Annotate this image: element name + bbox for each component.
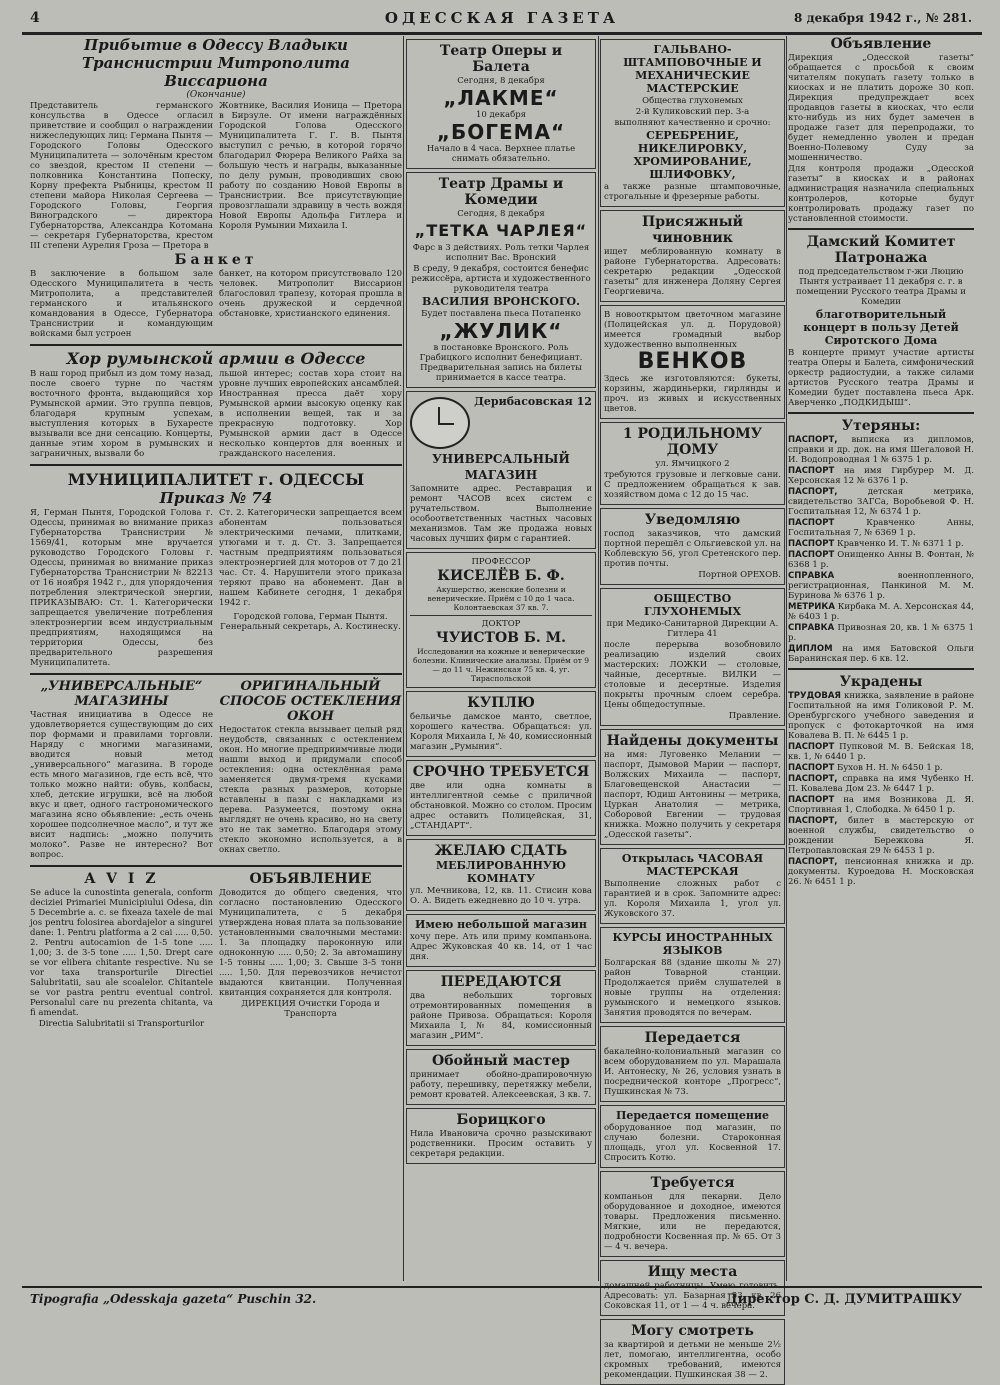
opera-today: Сегодня, 8 декабря — [457, 76, 545, 86]
ad-text: Дирекция „Одесской газеты“ обращается с просьбой к своим читателям покупать газету только в киосках и не платить дороже 30 коп. Дирекция предупреждает всех продавцов газеты в киосках, что если кто-нибудь из них будет замечен в продаже газет для перепродажи, то будет немедленно уволен и предан Военно-Полевому Суду за мошенничество. — [788, 53, 974, 163]
lang-ad — [600, 927, 785, 1023]
notice-text: Доводится до общего сведения, что согласно постановлению Одесского Муниципалитета, с 5 декабря утверждена новая плата за пользование установленными свалочными местами: 1. За площадку пароконную или одноконную ..... 0,50; 2. За автомашину 1-5 тонны ..... 1,00; 3. Свыше 3-5 тонн ..... 1,50. Для перевозчиков нечистот выдаются квитанции. Полученная квитанция сохраняется для контроля. — [219, 888, 402, 998]
lost-item-label: ПАСПОРТ — [788, 466, 835, 476]
galvan-text-2: а также разные штамповочные, строгальные и фрезерные работы. — [604, 182, 781, 202]
watchshop-ad — [600, 848, 785, 924]
banquet-article — [30, 268, 402, 340]
doc-name: ЧУИСТОВ Б. М. — [436, 630, 566, 646]
urgent-ad — [406, 760, 596, 836]
sworn-title: Присяжный чиновник — [641, 214, 744, 246]
ad-text-2: Для контроля продажи „Одесской газеты“ в киосках и в районах администрация назначила специальных контролеров, которые будут контролировать продажу газет по установленной стоимости. — [788, 164, 974, 224]
transfer-ad — [406, 970, 596, 1046]
buy-ad — [406, 691, 596, 757]
glass-text: Недостаток стекла вызывает целый ряд неудобств, связанных с остеклением окон. Но многие предприимчивые люди нашли выход и придумали способ остекления: одна остеклённая рама заменяется двумя-тремя кусками стекла разных размеров, которые вставлены в пазы с накладками из дерева. Разумеется, поэтому окна выглядят не очень красиво, но на свету это не так заметно. Благодаря этому стекло экономно используется, а в окнах светло. — [219, 725, 402, 855]
ad-title: Объявление — [830, 36, 932, 52]
drama-note-1: Фарс в 3 действиях. Роль тетки Чарлея исполнит Вас. Вронский — [412, 243, 590, 263]
choir-article — [30, 368, 402, 460]
lost-item-label: ПАСПОРТ — [788, 539, 835, 549]
care-text: за квартирой и детьми не меньше 2½ лет, помогаю, интеллигентна, особо скромных требований, имеются рекомендации. Пушкинская 38 — 2. — [604, 1340, 781, 1380]
banquet-text-right: банкет, на котором присутствовало 120 человек. Митрополит Виссарион благословил трапезу, которая прошла в очень дружеской и сердечной обстановке, христианского единения. — [219, 269, 402, 319]
wreath-text: В новооткрытом цветочном магазине (Полицейская ул. д. Порудовой) имеется громадный выбор художественно выполненных — [604, 310, 781, 350]
doc-text: Исследования на кожные и венерические болезни. Клинические анализы. Приём от 9 — до 11 ч. Нежинская 75 кв. 4, уг. Тираспольской — [412, 647, 590, 683]
found-ad — [600, 729, 785, 845]
lost-item — [788, 644, 974, 664]
page-number: 4 — [30, 10, 40, 26]
notice-headline: ОБЪЯВЛЕНИЕ — [249, 871, 372, 887]
arrival-article — [30, 100, 402, 252]
boritsky-text: Нила Ивановича срочно разыскивают родственники. Просим оставить у секретаря редакции. — [410, 1129, 592, 1159]
choir-text-left: В наш город прибыл из дом тому назад, после своего турне по частям восточного фронта, выдающийся хор Румынской армии. Это группа певцов, благодаря крупным успехам, выступления которых в Бухаресте вызывали все дни сенсацию. Концерты, данные этим хором в румынских и заграничных, вызвали бо — [30, 369, 213, 459]
stolen-title: Украдены — [839, 674, 923, 690]
divider — [30, 865, 402, 867]
stolen-item-text: пенсионная книжка и др. документы. Куроедова Н. Московская 26. № 6451 1 р. — [788, 857, 975, 887]
galvan-text: выполняют качественно и срочно: — [614, 118, 771, 128]
opera-ad — [406, 39, 596, 169]
transfer-text: два небольших торговых отремонтированных помещения в районе Привоза. Обращаться: Короля Михаила I, № 84, комиссионный магазин „РИМ“. — [410, 991, 592, 1041]
ladies-text-2: В концерте примут участие артисты театра Оперы и Балета, симфонический оркестр радиостудии, а также силами артистов Русского театра Драмы и Комедии будет поставлена пьеса Арк. Аверченко „ПОДКИДЫШ“. — [788, 348, 974, 408]
wreath-title: ВЕНКОВ — [637, 349, 748, 374]
stolen-item-label: ПАСПОРТ — [788, 795, 835, 805]
stolen-item-text: Бухов Н. Н. № 6450 1 р. — [837, 763, 943, 773]
transfer-2-title: Передается помещение — [615, 1109, 770, 1122]
care-ad — [600, 1319, 785, 1385]
job-title: Ищу места — [647, 1264, 738, 1280]
opera-play-1: „ЛАКМЕ“ — [443, 86, 559, 110]
deaf-signature: Правление. — [728, 711, 781, 721]
watchshop-title: Открылась ЧАСОВАЯ МАСТЕРСКАЯ — [621, 852, 764, 878]
galvan-subtitle: Общества глухонемых — [642, 96, 743, 106]
notify-signature: Портной ОРЕХОВ. — [698, 570, 781, 580]
lost-item-text: Кирбака М. А. Херсонская 44, № 6403 1 р. — [788, 602, 974, 622]
lost-item-text: Привозная 20, кв. 1 № 6375 1 р. — [788, 623, 974, 643]
rent-subtitle: МЕБЛИРОВАННУЮ КОМНАТУ — [435, 859, 567, 885]
stolen-item — [788, 816, 974, 856]
stolen-item-text: Пупковой М. В. Бейская 18, кв. 1, № 6440 1 р. — [788, 742, 974, 762]
ladies-title: Дамский Комитет Патронажа — [806, 234, 956, 266]
divider — [30, 464, 402, 466]
ladies-concert: благотворительный концерт в пользу Детей Сиротского Дома — [803, 308, 959, 347]
director-credit: Директор С. Д. ДУМИТРАШКУ — [726, 1292, 962, 1307]
column-divider — [403, 36, 404, 1281]
drama-today: Сегодня, 8 декабря — [457, 209, 545, 219]
stolen-item-text: на имя Возникова Д. Я. Спортивная 1, Слободка. № 6450 1 р. — [788, 795, 974, 815]
lost-item-label: ПАСПОРТ, — [788, 487, 838, 497]
prof-text: Акушерство, женские болезни и венерические. Приём с 10 до 1 часа. Колонтаевская 37 кв. 7. — [427, 585, 575, 612]
lost-item-label: ПАСПОРТ — [788, 550, 835, 560]
required-text: компаньон для пекарни. Дело оборудованное и доходное, имеются товары. Предложения письменно. Мягкие, или не передаются, подробности Косвенная пр. № 65. От 3 — 4 ч. вечера. — [604, 1192, 781, 1252]
maternity-title: 1 РОДИЛЬНОМУ ДОМУ — [622, 426, 763, 458]
divider — [410, 615, 592, 616]
urgent-title: СРОЧНО ТРЕБУЕТСЯ — [412, 764, 590, 780]
opera-date-2: 10 декабря — [475, 110, 527, 120]
banquet-text-left: В заключение в большом зале Одесского Муниципалитета в честь Митрополита, а представителей германского и итальянского командования в Одессе, Губернатора Транснистрии и командующим войсками был устроен — [30, 269, 213, 339]
lost-item — [788, 571, 974, 601]
stolen-item-label: ТРУДОВАЯ — [788, 691, 841, 701]
required-ad — [600, 1171, 785, 1257]
watch-shop-ad — [406, 391, 596, 549]
glass-headline: ОРИГИНАЛЬНЫЙ СПОСОБ ОСТЕКЛЕНИЯ ОКОН — [219, 679, 402, 724]
drama-note-2: в постановке Вронского. Роль Грабицкого исполнит бенефициант. Предварительная запись на билеты принимается в кассе театра. — [419, 343, 583, 383]
drama-text-2: Будет поставлена пьеса Потапенко — [421, 309, 581, 319]
drama-title: Театр Драмы и Комедии — [438, 176, 564, 208]
wreath-text-2: Здесь же изготовляются: букеты, корзины, жардиньерки, гирлянды и проч. из живых и искусственных цветов. — [604, 374, 781, 414]
lost-item-text: Кравченко Анны, Госпитальная 7, № 6369 1 р. — [788, 518, 974, 538]
order-article — [30, 507, 402, 669]
transfer-2-ad — [600, 1105, 785, 1168]
boritsky-ad — [406, 1108, 596, 1164]
lost-item-text: детская метрика, свидетельство ЗАГСа, Воробьевой Ф. Н. Госпитальная 12, № 6374 1 р. — [788, 487, 974, 517]
features-row — [30, 679, 402, 861]
notify-title: Уведомляю — [644, 512, 741, 528]
lost-item-label: СПРАВКА — [788, 623, 835, 633]
choir-headline: Хор румынской армии в Одессе — [66, 349, 366, 368]
sworn-ad — [600, 210, 785, 302]
order-text-right: Ст. 2. Категорически запрещается всем абонентам пользоваться электрическими печами, плитками, утюгами и т. д. Ст. 3. Запрещается частным предприятиям пользоваться электроэнергией для моторов от 7 до 21 час. Ст. 4. Нарушители этого приказа теряют право на абонемент. Дан в нашем Кабинете сегодня, 1 декабря 1942 г. — [219, 508, 402, 608]
rent-title: ЖЕЛАЮ СДАТЬ — [434, 843, 568, 859]
buy-title: КУПЛЮ — [467, 695, 535, 711]
lost-item-label: ДИПЛОМ — [788, 644, 833, 654]
lost-list — [788, 435, 974, 664]
deaf-text: после перерыва возобновило реализацию изделий своих мастерских: ЛОЖКИ — столовые, чайные, десертные. ВИЛКИ — столовые и десертные. Изделия покрыты прочным слоем серебра. Цены общедоступные. — [604, 640, 781, 710]
found-title: Найдены документы — [606, 733, 779, 749]
printer-credit: Tipografia „Odesskaja gazeta“ Puschin 32. — [30, 1292, 317, 1306]
lost-title: Утеряны: — [841, 418, 921, 434]
wallpaper-title: Обойный мастер — [432, 1053, 570, 1069]
shop-ad — [406, 914, 596, 967]
column-1 — [30, 36, 402, 1284]
lost-item-text: Кравченко И. Т. № 6371 1 р. — [837, 539, 964, 549]
stolen-item — [788, 857, 974, 887]
issue-date: 8 декабря 1942 г., № 281. — [794, 11, 972, 25]
lost-item-text: на имя Гирбурер М. Д. Херсонская 12 № 6376 1 р. — [788, 466, 975, 486]
transfer-1-ad — [600, 1026, 785, 1102]
lang-title: КУРСЫ ИНОСТРАННЫХ ЯЗЫКОВ — [612, 931, 773, 957]
drama-beneficiary: ВАСИЛИЯ ВРОНСКОГО. — [422, 295, 580, 308]
footer — [22, 1286, 982, 1310]
aviz-text: Se aduce la cunostinta generala, conform deciziei Primariei Municipiului Odesa, din 5 Decembrie a. c. se fixeaza taxele de mai jos pentru folosirea abordajelor a singurei dane: 1. Pentru platforma a 2 cai ..... 0,50. 2. Pentru autocamion de 1-5 tone ..... 1,00; 3. de 3-5 tone ..... 1,50. Drept care se vor elibera chitante respective. Nu se vor taxa transporturile Directiei Salubritatii, sau ale scoalelor. Chitantele se vor pastra pentru eventual control. Personalul care nu prezenta chitanta, va fi amendat. — [30, 888, 213, 1018]
urgent-text: две или одна комнаты в интеллигентной семье с приличной обстановкой. Можно со столом. Просим адрес оставить Полицейская, 31, „СТАНДАРТ“. — [410, 781, 592, 831]
lost-item — [788, 539, 974, 549]
sworn-text: ищет меблированную комнату в районе Губернаторства. Адресовать: секретарю редакции „Одесской газеты“ для инженера Доляну Сергея Георгиевича. — [604, 247, 781, 297]
masthead — [22, 8, 982, 35]
lost-item — [788, 623, 974, 643]
aviz-headline: A V I Z — [84, 871, 159, 887]
stolen-item-label: ПАСПОРТ — [788, 742, 835, 752]
lost-item — [788, 435, 974, 465]
divider — [30, 344, 402, 346]
univ-text: Частная инициатива в Одессе не удовлетворяется существующим до сих пор формами и правилами торговли. Наряду с многими магазинами, вводится новый метод „универсального“ магазина. В городе есть много магазинов, где есть всё, что только можно найти: обувь, колбасы, хлеб, детские игрушки, всё на любой вкус и цвет, одного гастрономического магазина ясно обьявление: „есть очень хорошее подсолнечное масло“, и тут же висит надпись: „можно получить молоко“. Разве не интересно? Вот вопрос. — [30, 710, 213, 860]
divider — [30, 673, 402, 675]
notice-signature: ДИРЕКЦИЯ Очистки Города и Транспорта — [241, 999, 380, 1019]
municipal-headline: МУНИЦИПАЛИТЕТ г. ОДЕССЫ — [67, 470, 365, 489]
aviz-signature: Directia Salubritatii si Transporturilor — [38, 1019, 205, 1029]
rent-ad — [406, 839, 596, 911]
column-2 — [406, 36, 596, 1284]
lost-item-label: МЕТРИКА — [788, 602, 835, 612]
watch-address: Дерибасовская 12 — [474, 395, 592, 408]
lost-item-label: СПРАВКА — [788, 571, 835, 581]
stolen-item-label: ПАСПОРТ, — [788, 816, 838, 826]
choir-text-right: льшой интерес; состав хора стоит на уровне лучших европейских ансамблей. Иностранная пресса даёт хору Румынской армии высокую оценку как в исполнении вещей, так и за прекрасную подготовку. Хор Румынской армии даст в Одессе несколько концертов для военных и гражданского населения. — [219, 369, 402, 459]
watchshop-text: Выполнение сложных работ с гарантией и в срок. Запомните адрес: ул. Короля Михаила 1, угол ул. Жуковского 37. — [604, 879, 781, 919]
stolen-list — [788, 691, 974, 887]
lost-item-text: Онищенко Анны В. Фонтан, № 6368 1 р. — [788, 550, 975, 570]
galvan-title: ГАЛЬВАНО-ШТАМПОВОЧНЫЕ И МЕХАНИЧЕСКИЕ МАСТЕРСКИЕ — [623, 43, 762, 95]
lang-text: Болгарская 88 (здание школы № 27) район Товарной станции. Продолжается приём слушателей в новые группы на отделения: румынского и немецкого языков. Занятия проводятся по вечерам. — [604, 958, 781, 1018]
notify-text: господ заказчиков, что дамский портной перешёл с Ольгиевской ул. на Коблевскую 56, угол Сретенского пер. против почты. — [604, 529, 781, 569]
stolen-item — [788, 774, 974, 794]
galvan-ad — [600, 39, 785, 207]
stolen-item — [788, 795, 974, 815]
wreath-ad — [600, 305, 785, 419]
column-divider — [786, 36, 787, 1281]
deaf-ad — [600, 588, 785, 726]
job-text: домашней работницы. Умею готовить. Адресовать: ул. Базарная 53, кв. 26 Соковская 11, от 1 — 4 ч. вечера. — [604, 1281, 781, 1311]
lost-item-label: ПАСПОРТ, — [788, 435, 838, 445]
divider — [788, 412, 974, 414]
opera-note: Начало в 4 часа. Верхнее платье снимать обязательно. — [426, 144, 576, 164]
notices-row — [30, 871, 402, 1030]
buy-text: бельичье дамское манто, светлое, хорошего качества. Обращаться: ул. Короля Михаила I, № 40, комиссионный магазин „Румыния“. — [410, 712, 592, 752]
lost-item-text: выписка из дипломов, справки и др. док. на имя Шегаловой Н. И. Водопроводная 1 № 6375 1 р. — [788, 435, 974, 465]
wallpaper-ad — [406, 1049, 596, 1105]
prof-label: ПРОФЕССОР — [471, 557, 531, 567]
watch-title: УНИВЕРСАЛЬНЫЙ МАГАЗИН — [432, 452, 570, 482]
shop-title: Имею небольшой магазин — [415, 918, 587, 931]
maternity-text: требуются грузовые и легковые сани. С предложением обращаться к зав. хозяйством дома с 12 до 15 час. — [604, 470, 781, 500]
stolen-item-label: ПАСПОРТ, — [788, 774, 838, 784]
column-3 — [600, 36, 785, 1380]
banquet-headline: Банкет — [174, 252, 258, 268]
stolen-item-label: ПАСПОРТ — [788, 763, 835, 773]
found-text: на имя: Луговенко Мелании — паспорт, Дымовой Марии — паспорт, Волжских Михаила — паспорт, Благовещенской Анастасии — паспорт, Юдиш Антонины — метрика, Цуркан Анатолия — метрика, Соборовой Евгении — трудовая книжка. Можно получить у секретаря „Одесской газеты“. — [604, 750, 781, 840]
column-4 — [788, 36, 974, 1284]
lost-item-label: ПАСПОРТ — [788, 518, 835, 528]
newspaper-title: ОДЕССКАЯ ГАЗЕТА — [384, 9, 620, 27]
stolen-item-text: билет в мастерскую от военной службы, свидетельство о рождении Бережкова Я. Петропавловская 29 № 6453 1 р. — [788, 816, 974, 856]
notify-ad — [600, 508, 785, 585]
drama-text: В среду, 9 декабря, состоится бенефис режиссёра, артиста и художественного руководителя театра — [411, 264, 591, 294]
lost-item — [788, 602, 974, 622]
arrival-headline: Прибытие в Одессу Владыки Транснистрии Митрополита Виссариона — [81, 36, 351, 90]
maternity-ad — [600, 422, 785, 505]
transfer-1-title: Передается — [644, 1030, 741, 1046]
maternity-address: ул. Ямчицкого 2 — [655, 459, 730, 469]
stolen-item-text: справка на имя Чубенко Н. П. Ковалева Дом 23. № 6447 1 р. — [788, 774, 974, 794]
doc-label: ДОКТОР — [481, 619, 521, 629]
divider — [788, 668, 974, 670]
transfer-title: ПЕРЕДАЮТСЯ — [440, 974, 562, 990]
galvan-services: СЕРЕБРЕНИЕ, НИКЕЛИРОВКУ, ХРОМИРОВАНИЕ, ШЛИФОВКУ, — [633, 129, 752, 181]
doctors-ad — [406, 552, 596, 688]
stolen-item-label: ПАСПОРТ, — [788, 857, 838, 867]
arrival-text-left: Представитель германского консульства в Одессе огласил приветствие и сообщил о награждении нижеследующих лиц: Германа Пынтя — Городского Головы Одесского Муниципалитета — золочёным крестом со звездой, крестом II степени — полковника Константина Попеску, Корну префекта Рыбницы, крестом II степени майора Николая Сергеева — Городского Головы, Георгия Виноградского — директора Губернаторства, Александра Котомана — секретаря Губернаторства, крестом III степени Аурелия Гроза — Претора в — [30, 101, 213, 251]
opera-title: Театр Оперы и Балета — [439, 43, 563, 75]
lost-item — [788, 487, 974, 517]
deaf-subtitle: при Медико-Санитарной Дирекции А. Гитлера 41 — [606, 619, 779, 639]
ladies-text: под председательством г-жи Люцию Пынтя устраивает 11 декабря с. г. в помещении Русского театра Драмы и Комедии — [796, 267, 966, 307]
order-signature: Городской голова, Герман Пынтя. Генеральный секретарь, А. Костинеску. — [220, 612, 401, 632]
drama-play-2: „ЖУЛИК“ — [439, 319, 563, 343]
stolen-item — [788, 742, 974, 762]
shop-text: хочу пере. Ать или приму компаньона. Адрес Жуковская 40 кв. 14, от 1 час дня. — [410, 932, 592, 962]
lost-item — [788, 550, 974, 570]
stolen-item — [788, 763, 974, 773]
order-text-left: Я, Герман Пынтя, Городской Голова г. Одессы, принимая во внимание приказ Губернаторства Транснистрии № 1569/41, которым мне вручается руководство Городского Головы г. Одессы, принимая во внимание приказ Губернаторства Транснистрии № 82213 от 16 ноября 1942 г., для упорядочения потребления электрической энергии, ПРИКАЗЫВАЮ: Ст. 1. Категорически запрещается увеличение потребления электроэнергии всем индустриальным предприятиям, находящимся на территории Одессы, без предварительного разрешения Муниципалитета. — [30, 508, 213, 668]
stolen-item-text: книжка, заявление в районе Госпитальной на имя Голиковой Р. М. Оренбургского учебного заведения и пропуск с фотокарточкой на имя Ковалева В. П. № 6445 1 р. — [788, 691, 974, 741]
drama-play-1: „ТЕТКА ЧАРЛЕЯ“ — [414, 221, 588, 240]
prof-name: КИСЕЛЁВ Б. Ф. — [437, 568, 565, 584]
transfer-2-text: оборудованное под магазин, по случаю болезни. Староконная площадь, угол ул. Косвенной 17. Спросить Котю. — [604, 1123, 781, 1163]
boritsky-title: Борицкого — [456, 1112, 546, 1128]
lost-item — [788, 466, 974, 486]
watch-text: Запомните адрес. Реставрация и ремонт ЧАСОВ всех систем с ручательством. Выполнение особоответственных частных часовых механизмов. Там же продажа новых часовых лучших фирм с гарантией. — [410, 484, 592, 544]
wallpaper-text: принимает обойно-драпировочную работу, перешивку, перетяжку мебели, ремонт кроватей. Алексеевская, 3 кв. 7. — [410, 1070, 592, 1100]
arrival-text-right: Жовтнике, Василия Ионица — Претора в Бирзуле. От имени награждённых Городской Голова Одесского Муниципалитета Г. Г. В. Пынтя выступил с речью, в которой горячо благодарил Фюрера Великого Райха за большую честь и награды, выказанные по делу румын, проводивших свою работу по созданию Новой Европы в Транснистрии. Все присутствующие провозглашали здравицу в честь вождя Новой Европы Адольфа Гитлера и Короля Румынии Михаила I. — [219, 101, 402, 231]
stolen-item — [788, 691, 974, 741]
care-title: Могу смотреть — [631, 1323, 754, 1339]
transfer-1-text: бакалейно-колониальный магазин со всем оборудованием по ул. Марашала И. Антонеску, № 26, условия узнать в посреднической конторе „Прогресс“, Пушкинская № 73. — [604, 1047, 781, 1097]
rent-text: ул. Мечникова, 12, кв. 11. Стисин кова О. А. Видеть ежедневно до 10 ч. утра. — [410, 886, 592, 906]
lost-item-text: военнопленного, регистрационная, Панкиной М. М. Буринова № 6376 1 р. — [788, 571, 974, 601]
opera-play-2: „БОГЕМА“ — [436, 120, 566, 144]
deaf-title: ОБЩЕСТВО ГЛУХОНЕМЫХ — [643, 592, 742, 618]
divider — [788, 228, 974, 230]
lost-item — [788, 518, 974, 538]
univ-headline: „УНИВЕРСАЛЬНЫЕ“ МАГАЗИНЫ — [40, 679, 203, 709]
required-title: Требуется — [650, 1175, 735, 1191]
order-headline: Приказ № 74 — [159, 489, 273, 507]
clock-icon — [410, 397, 470, 449]
lost-item-text: на имя Батовской Ольги Баранинская пер. 6 кв. 12. — [788, 644, 974, 664]
arrival-continued: (Окончание) — [186, 90, 246, 100]
galvan-address: 2-й Куликовский пер. 3-а — [635, 107, 750, 117]
drama-ad — [406, 172, 596, 388]
column-divider — [598, 36, 599, 1281]
